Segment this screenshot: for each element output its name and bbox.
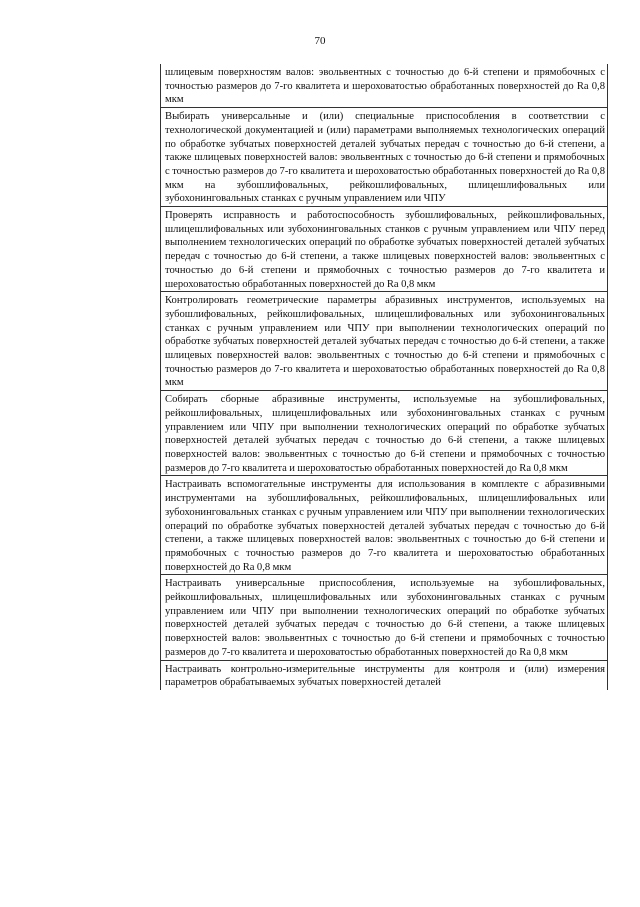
requirements-table bbox=[160, 64, 608, 690]
table-row-text: Настраивать универсальные приспособления, используемые на зубошлифовальных, рейкошлифовальных, шлицешлифовальных или зубохонинговальных станках с ручным управлением или ЧПУ при выполнении технологических операций по обработке зубчатых поверхностей деталей зубчатых передач с точностью до 6-й степени, а также шлицевых поверхностей валов: эвольвентных с точностью до 6-й степени и прямобочных с точностью размеров до 7-го квалитета и шероховатостью обработанных поверхностей до Ra 0,8 мкм bbox=[161, 575, 607, 660]
table-row-text: Проверять исправность и работоспособность зубошлифовальных, рейкошлифовальных, шлицешлифовальных или зубохонинговальных станков с ручным управлением или ЧПУ перед выполнением технологических операций по обработке зубчатых поверхностей деталей зубчатых передач с точностью до 6-й степени, а также шлицевых поверхностей валов: эвольвентных с точностью до 6-й степени и прямобочных с точностью размеров до 7-го квалитета и шероховатостью обработанных поверхностей до Ra 0,8 мкм bbox=[161, 207, 607, 292]
table-row-text: Выбирать универсальные и (или) специальные приспособления в соответствии с технологической документацией и (или) параметрами выполняемых технологических операций по обработке зубчатых поверхностей деталей зубчатых передач с точностью до 6-й степени, а также шлицевых поверхностей валов: эвольвентных с точностью до 6-й степени и прямобочных с точностью размеров до 7-го квалитета и шероховатостью обработанных поверхностей до Ra 0,8 мкм на зубошлифовальных, рейкошлифовальных, шлицешлифовальных или зубохонинговальных станках с ручным управлением или ЧПУ bbox=[161, 108, 607, 207]
table-row-text: Настраивать контрольно-измерительные инструменты для контроля и (или) измерения параметров обрабатываемых зубчатых поверхностей деталей bbox=[165, 663, 605, 689]
table-row-text: шлицевым поверхностям валов: эвольвентных с точностью до 6-й степени и прямобочных с точностью размеров до 7-го квалитета и шероховатостью обработанных поверхностей до Ra 0,8 мкм bbox=[161, 64, 607, 108]
table-row-text: Настраивать вспомогательные инструменты для использования в комплекте с абразивными инструментами на зубошлифовальных, рейкошлифовальных, шлицешлифовальных или зубохонинговальных станках с ручным управлением или ЧПУ при выполнении технологических операций по обработке зубчатых поверхностей деталей зубчатых передач с точностью до 6-й степени, а также шлицевых поверхностей валов: эвольвентных с точностью до 6-й степени и прямобочных с точностью размеров до 7-го квалитета и шероховатостью обработанных поверхностей до Ra 0,8 мкм bbox=[161, 476, 607, 575]
table-row-text: Контролировать геометрические параметры абразивных инструментов, используемых на зубошлифовальных, рейкошлифовальных, шлицешлифовальных или зубохонинговальных станках с ручным управлением или ЧПУ при выполнении технологических операций по обработке зубчатых поверхностей деталей зубчатых передач с точностью до 6-й степени, а также шлицевых поверхностей валов: эвольвентных с точностью до 6-й степени и прямобочных с точностью размеров до 7-го квалитета и шероховатостью обработанных поверхностей до Ra 0,8 мкм bbox=[161, 292, 607, 391]
table-row-text: Собирать сборные абразивные инструменты, используемые на зубошлифовальных, рейкошлифовальных, шлицешлифовальных или зубохонинговальных станках с ручным управлением или ЧПУ при выполнении технологических операций по обработке зубчатых поверхностей деталей зубчатых передач с точностью до 6-й степени, а также шлицевых поверхностей валов: эвольвентных с точностью до 6-й степени и прямобочных с точностью размеров до 7-го квалитета и шероховатостью обработанных поверхностей до Ra 0,8 мкм bbox=[161, 391, 607, 476]
page-number: 70 bbox=[314, 35, 326, 47]
